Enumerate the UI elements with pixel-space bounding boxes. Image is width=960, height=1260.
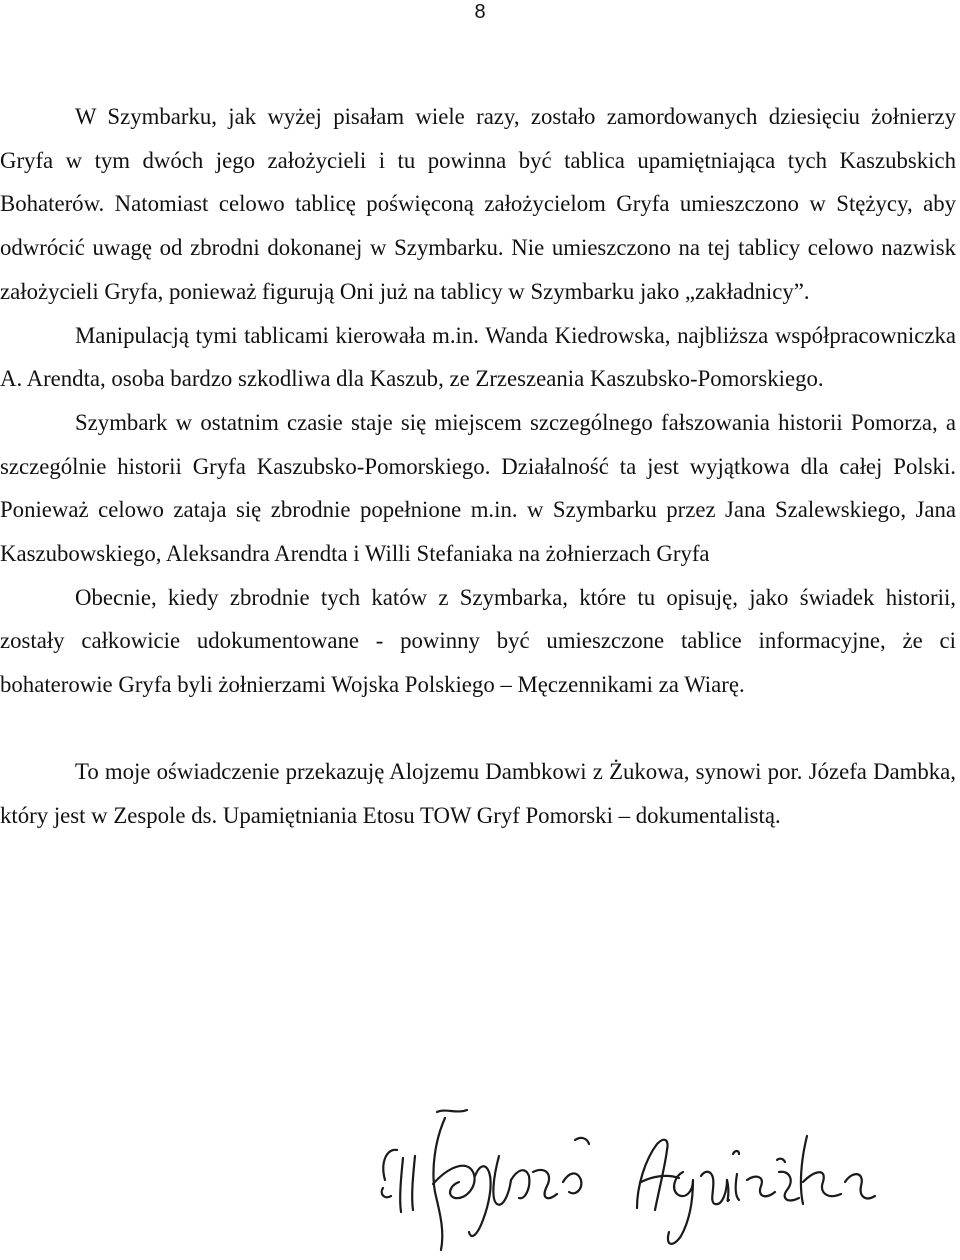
signature-drawing xyxy=(375,1100,895,1260)
paragraph-1: W Szymbarku, jak wyżej pisałam wiele razy, zostało zamordowanych dziesięciu żołnierzy Gryfa w tym dwóch jego założycieli i tu powinna być tablica upamiętniająca tych Kaszubskich Bohaterów. Natomiast celowo tablicę poświęconą założycielom Gryfa umieszczono w Stężycy, aby odwrócić uwagę od zbrodni dokonanej w Szymbarku. Nie umieszczono na tej tablicy celowo nazwisk założycieli Gryfa, ponieważ figurują Oni już na tablicy w Szymbarku jako „zakładnicy”. xyxy=(0,104,956,304)
paragraph-5: To moje oświadczenie przekazuję Alojzemu Dambkowi z Żukowa, synowi por. Józefa Dambka, który jest w Zespole ds. Upamiętniania Etosu TOW Gryf Pomorski – dokumentalistą. xyxy=(0,759,956,829)
page-number: 8 xyxy=(474,1,486,23)
paragraph-4: Obecnie, kiedy zbrodnie tych katów z Szymbarka, które tu opisuję, jako świadek historii, zostały całkowicie udokumentowane - powinny być umieszczone tablice informacyjne, że ci bohaterowie Gryfa byli żołnierzami Wojska Polskiego – Męczennikami za Wiarę. xyxy=(0,584,956,698)
handwritten-signature xyxy=(375,1100,895,1260)
paragraph-2: Manipulacją tymi tablicami kierowała m.in. Wanda Kiedrowska, najbliższa współpracowniczka A. Arendta, osoba bardzo szkodliwa dla Kaszub, ze Zrzeszeania Kaszubsko-Pomorskiego. xyxy=(0,322,956,392)
paragraph-3: Szymbark w ostatnim czasie staje się miejscem szczególnego fałszowania historii Pomorza, a szczególnie historii Gryfa Kaszubsko-Pomorskiego. Działalność ta jest wyjątkowa dla całej Polski. Ponieważ celowo zataja się zbrodnie popełnione m.in. w Szymbarku przez Jana Szalewskiego, Jana Kaszubowskiego, Aleksandra Arendta i Willi Stefaniaka na żołnierzach Gryfa xyxy=(0,409,956,567)
document-body xyxy=(0,95,956,838)
